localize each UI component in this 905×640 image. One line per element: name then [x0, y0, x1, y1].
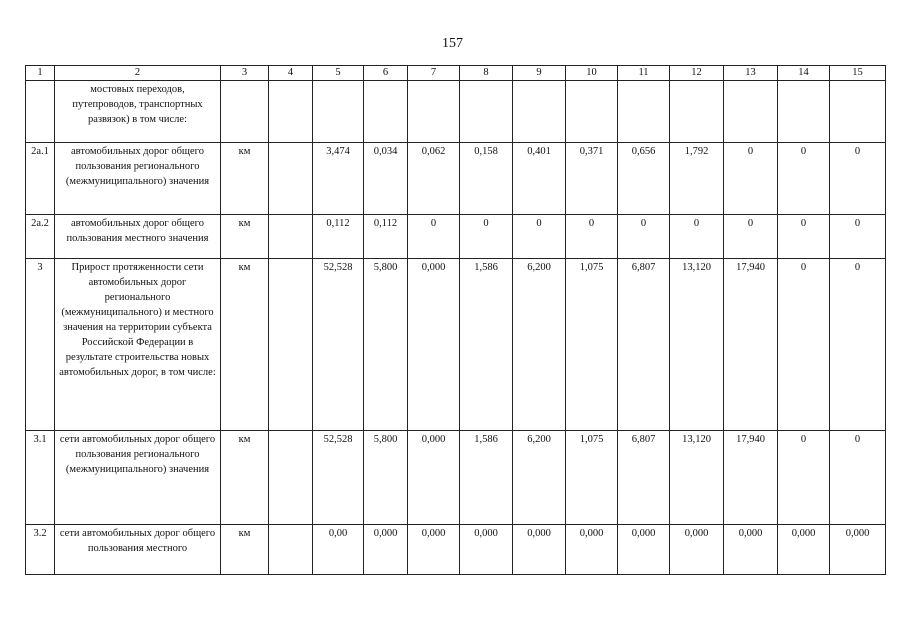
value-cell: 0,000	[778, 525, 830, 575]
indicator-name-cell: сети автомобильных дорог общего пользования регионального (межмуниципального) значения	[55, 431, 221, 525]
value-cell: 0,000	[513, 525, 566, 575]
indicator-name-cell: автомобильных дорог общего пользования регионального (межмуниципального) значения	[55, 143, 221, 215]
value-cell: 0,00	[313, 525, 364, 575]
indicator-name-cell: автомобильных дорог общего пользования местного значения	[55, 215, 221, 259]
unit-cell: км	[221, 215, 269, 259]
value-cell	[566, 81, 618, 143]
value-cell: 0,371	[566, 143, 618, 215]
table-row	[26, 215, 886, 259]
unit-cell	[221, 81, 269, 143]
row-index-cell: 3.1	[26, 431, 55, 525]
table-row	[26, 525, 886, 575]
table-row	[26, 81, 886, 143]
unit-cell: км	[221, 431, 269, 525]
data-table	[25, 65, 886, 575]
column-header-10: 10	[566, 66, 618, 81]
column-header-3: 3	[221, 66, 269, 81]
value-cell: 0	[778, 143, 830, 215]
value-cell	[670, 81, 724, 143]
value-cell: 1,075	[566, 259, 618, 431]
header-row	[26, 66, 886, 81]
value-cell: 0,034	[364, 143, 408, 215]
value-cell: 0	[778, 431, 830, 525]
row-index-cell: 3	[26, 259, 55, 431]
value-cell: 0,000	[724, 525, 778, 575]
row-index-cell	[26, 81, 55, 143]
value-cell: 0	[618, 215, 670, 259]
indicator-name-cell: сети автомобильных дорог общего пользования местного	[55, 525, 221, 575]
column-header-2: 2	[55, 66, 221, 81]
value-cell: 52,528	[313, 259, 364, 431]
value-cell	[269, 525, 313, 575]
value-cell: 0	[460, 215, 513, 259]
column-header-12: 12	[670, 66, 724, 81]
table-row	[26, 143, 886, 215]
value-cell: 1,075	[566, 431, 618, 525]
unit-cell: км	[221, 143, 269, 215]
value-cell	[460, 81, 513, 143]
value-cell: 0	[566, 215, 618, 259]
value-cell: 1,586	[460, 259, 513, 431]
value-cell: 6,200	[513, 431, 566, 525]
row-index-cell: 2а.1	[26, 143, 55, 215]
value-cell: 0,000	[670, 525, 724, 575]
column-header-5: 5	[313, 66, 364, 81]
value-cell	[269, 143, 313, 215]
value-cell: 0	[830, 143, 886, 215]
value-cell: 0,000	[618, 525, 670, 575]
column-header-7: 7	[408, 66, 460, 81]
column-header-4: 4	[269, 66, 313, 81]
value-cell: 0,112	[313, 215, 364, 259]
value-cell: 6,807	[618, 259, 670, 431]
value-cell: 5,800	[364, 431, 408, 525]
value-cell: 6,200	[513, 259, 566, 431]
value-cell: 17,940	[724, 259, 778, 431]
value-cell: 1,586	[460, 431, 513, 525]
value-cell	[364, 81, 408, 143]
value-cell	[724, 81, 778, 143]
value-cell	[618, 81, 670, 143]
value-cell	[269, 215, 313, 259]
column-header-6: 6	[364, 66, 408, 81]
value-cell: 5,800	[364, 259, 408, 431]
value-cell	[513, 81, 566, 143]
value-cell: 0,000	[364, 525, 408, 575]
value-cell	[830, 81, 886, 143]
column-header-15: 15	[830, 66, 886, 81]
value-cell: 0,000	[408, 525, 460, 575]
value-cell: 0	[830, 215, 886, 259]
column-header-11: 11	[618, 66, 670, 81]
value-cell: 0,000	[830, 525, 886, 575]
table-row	[26, 259, 886, 431]
table-row	[26, 431, 886, 525]
value-cell: 0	[724, 215, 778, 259]
column-header-1: 1	[26, 66, 55, 81]
column-header-14: 14	[778, 66, 830, 81]
value-cell: 1,792	[670, 143, 724, 215]
value-cell: 0,000	[460, 525, 513, 575]
value-cell: 13,120	[670, 431, 724, 525]
page-number: 157	[442, 36, 463, 51]
value-cell: 0,112	[364, 215, 408, 259]
value-cell	[269, 259, 313, 431]
value-cell: 0,000	[566, 525, 618, 575]
value-cell: 3,474	[313, 143, 364, 215]
value-cell: 0	[724, 143, 778, 215]
value-cell: 0,000	[408, 259, 460, 431]
unit-cell: км	[221, 259, 269, 431]
value-cell: 0	[670, 215, 724, 259]
unit-cell: км	[221, 525, 269, 575]
value-cell: 0	[830, 431, 886, 525]
indicator-name-cell: Прирост протяженности сети автомобильных дорог регионального (межмуниципального) и местного значения на территории субъекта Российской Федерации в результате строительства новых автомобильных дорог, в том числе:	[55, 259, 221, 431]
value-cell: 0	[778, 215, 830, 259]
value-cell: 0	[778, 259, 830, 431]
indicator-name-cell: мостовых переходов, путепроводов, транспортных развязок) в том числе:	[55, 81, 221, 143]
value-cell	[408, 81, 460, 143]
value-cell: 0,000	[408, 431, 460, 525]
row-index-cell: 3.2	[26, 525, 55, 575]
column-header-13: 13	[724, 66, 778, 81]
value-cell	[269, 81, 313, 143]
value-cell: 0	[830, 259, 886, 431]
value-cell	[269, 431, 313, 525]
value-cell: 0,656	[618, 143, 670, 215]
value-cell: 17,940	[724, 431, 778, 525]
value-cell: 6,807	[618, 431, 670, 525]
value-cell: 0	[513, 215, 566, 259]
value-cell: 0,401	[513, 143, 566, 215]
value-cell	[778, 81, 830, 143]
value-cell	[313, 81, 364, 143]
column-header-9: 9	[513, 66, 566, 81]
column-header-8: 8	[460, 66, 513, 81]
value-cell: 0	[408, 215, 460, 259]
value-cell: 52,528	[313, 431, 364, 525]
value-cell: 0,158	[460, 143, 513, 215]
row-index-cell: 2а.2	[26, 215, 55, 259]
value-cell: 13,120	[670, 259, 724, 431]
value-cell: 0,062	[408, 143, 460, 215]
